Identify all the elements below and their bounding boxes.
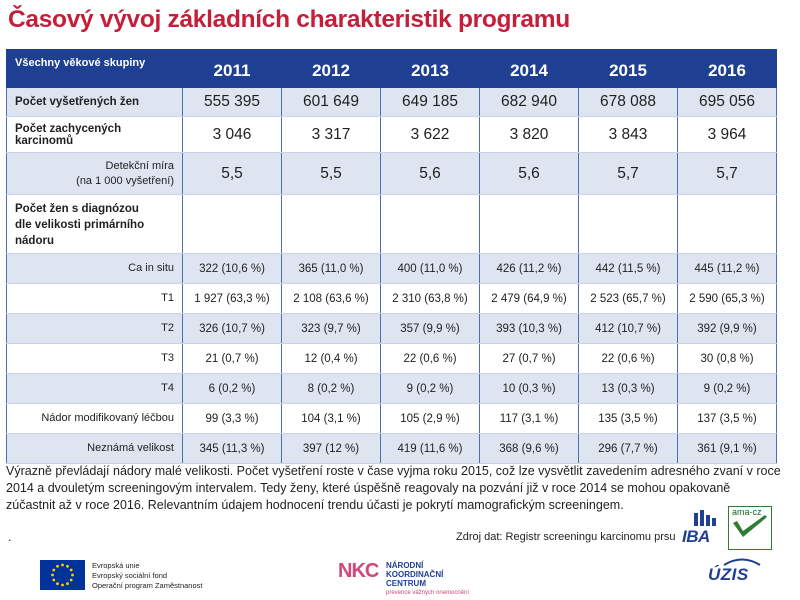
cell-value: 3 964: [678, 117, 777, 153]
cell-value: 27 (0,7 %): [480, 344, 579, 374]
cell-value: 678 088: [579, 88, 678, 117]
cell-value: 695 056: [678, 88, 777, 117]
commentary-text: Výrazně převládají nádory malé velikosti. Počet vyšetření roste v čase vyjma roku 2015, což lze vysvětlit zavedením adresného zvaní v roce 2014 a dvouletým screeningovým intervalem. Tedy ženy, které úspěšně reagovaly na pozvání již v roce 2014 se mohou opakovaně zúčastnit až v roce 2016. Relevantním údajem hodnocení trendu účasti je pokrytí mamografickým screeningem.: [6, 464, 781, 512]
year-header: 2014: [480, 50, 579, 88]
table-row-examined: [7, 88, 777, 117]
row-label: T2: [7, 314, 183, 344]
table-row-t1: [7, 284, 777, 314]
year-header: 2012: [282, 50, 381, 88]
cell-value: 5,5: [282, 153, 381, 195]
row-label: Počet zachycených karcinomů: [7, 117, 183, 153]
row-label: [7, 153, 183, 195]
cell-value: 365 (11,0 %): [282, 254, 381, 284]
cell-value: 601 649: [282, 88, 381, 117]
cell-value: 426 (11,2 %): [480, 254, 579, 284]
uzis-logo-text: ÚZIS: [708, 565, 749, 584]
nkc-line: KOORDINAČNÍ: [386, 570, 444, 579]
iba-logo-text: IBA: [682, 527, 710, 546]
cell-value: 3 622: [381, 117, 480, 153]
table-row-ca-in-situ: [7, 254, 777, 284]
cell-value: 5,5: [183, 153, 282, 195]
row-label: Neznámá velikost: [7, 434, 183, 464]
cell-value: 393 (10,3 %): [480, 314, 579, 344]
cell-value: 682 940: [480, 88, 579, 117]
cell-value: 345 (11,3 %): [183, 434, 282, 464]
cell-value: 5,7: [678, 153, 777, 195]
row-label: T4: [7, 374, 183, 404]
row-label: T1: [7, 284, 183, 314]
cell-value: 8 (0,2 %): [282, 374, 381, 404]
cell-value: 397 (12 %): [282, 434, 381, 464]
cell-value: 5,7: [579, 153, 678, 195]
empty-cell: [381, 195, 480, 254]
table-row-diagnosis-heading: [7, 195, 777, 254]
table-row-t3: [7, 344, 777, 374]
empty-cell: [480, 195, 579, 254]
data-source: Zdroj dat: Registr screeningu karcinomu prsu: [456, 531, 676, 543]
detection-label-line2: (na 1 000 vyšetření): [76, 174, 174, 187]
nkc-subtitle: prevence vážných onemocnění: [386, 590, 470, 596]
diagnosis-label: [7, 195, 183, 254]
stray-dot: .: [8, 530, 12, 544]
cell-value: 3 046: [183, 117, 282, 153]
cell-value: 10 (0,3 %): [480, 374, 579, 404]
empty-cell: [678, 195, 777, 254]
cell-value: 22 (0,6 %): [579, 344, 678, 374]
nkc-logo-mark: NKC: [338, 560, 379, 582]
ama-logo-text: ama-cz: [732, 507, 762, 517]
row-label: T3: [7, 344, 183, 374]
eu-flag-icon: [40, 560, 85, 590]
year-header: 2015: [579, 50, 678, 88]
cell-value: 368 (9,6 %): [480, 434, 579, 464]
cell-value: 322 (10,6 %): [183, 254, 282, 284]
cell-value: 419 (11,6 %): [381, 434, 480, 464]
cell-value: 5,6: [381, 153, 480, 195]
table-row-unknown-size: [7, 434, 777, 464]
year-header: 2016: [678, 50, 777, 88]
cell-value: 135 (3,5 %): [579, 404, 678, 434]
cell-value: 12 (0,4 %): [282, 344, 381, 374]
year-header: 2011: [183, 50, 282, 88]
cell-value: 400 (11,0 %): [381, 254, 480, 284]
diagnosis-label-line2: dle velikosti primárního: [15, 219, 145, 231]
empty-cell: [579, 195, 678, 254]
cell-value: 117 (3,1 %): [480, 404, 579, 434]
diagnosis-label-line1: Počet žen s diagnózou: [15, 203, 139, 215]
cell-value: 9 (0,2 %): [678, 374, 777, 404]
cell-value: 2 108 (63,6 %): [282, 284, 381, 314]
nkc-logo-text: [386, 561, 443, 588]
row-label: Nádor modifikovaný léčbou: [7, 404, 183, 434]
cell-value: 442 (11,5 %): [579, 254, 678, 284]
cell-value: 105 (2,9 %): [381, 404, 480, 434]
eu-line: Operační program Zaměstnanost: [92, 581, 203, 590]
cell-value: 99 (3,3 %): [183, 404, 282, 434]
cell-value: 104 (3,1 %): [282, 404, 381, 434]
row-label: Ca in situ: [7, 254, 183, 284]
page-title: Časový vývoj základních charakteristik programu: [8, 6, 570, 33]
table-row-t4: [7, 374, 777, 404]
cell-value: 30 (0,8 %): [678, 344, 777, 374]
eu-line: Evropská unie: [92, 561, 140, 570]
cell-value: 323 (9,7 %): [282, 314, 381, 344]
cell-value: 2 590 (65,3 %): [678, 284, 777, 314]
eu-funding-text: [92, 561, 202, 591]
statistics-table: [6, 49, 777, 464]
nkc-line: CENTRUM: [386, 579, 426, 588]
cell-value: 649 185: [381, 88, 480, 117]
cell-value: 412 (10,7 %): [579, 314, 678, 344]
cell-value: 137 (3,5 %): [678, 404, 777, 434]
cell-value: 21 (0,7 %): [183, 344, 282, 374]
cell-value: 392 (9,9 %): [678, 314, 777, 344]
cell-value: 3 317: [282, 117, 381, 153]
cell-value: 3 820: [480, 117, 579, 153]
cell-value: 555 395: [183, 88, 282, 117]
cell-value: 1 927 (63,3 %): [183, 284, 282, 314]
cell-value: 3 843: [579, 117, 678, 153]
cell-value: 22 (0,6 %): [381, 344, 480, 374]
cell-value: 361 (9,1 %): [678, 434, 777, 464]
cell-value: 13 (0,3 %): [579, 374, 678, 404]
header-label: Všechny věkové skupiny: [7, 50, 183, 88]
table-row-detection-rate: [7, 153, 777, 195]
table-row-carcinomas: [7, 117, 777, 153]
cell-value: 357 (9,9 %): [381, 314, 480, 344]
empty-cell: [183, 195, 282, 254]
cell-value: 2 523 (65,7 %): [579, 284, 678, 314]
table-row-modified-tumor: [7, 404, 777, 434]
empty-cell: [282, 195, 381, 254]
cell-value: 2 479 (64,9 %): [480, 284, 579, 314]
table-header-row: [7, 50, 777, 88]
table-row-t2: [7, 314, 777, 344]
detection-label-line1: Detekční míra: [105, 159, 174, 172]
cell-value: 326 (10,7 %): [183, 314, 282, 344]
nkc-line: NÁRODNÍ: [386, 561, 424, 570]
cell-value: 296 (7,7 %): [579, 434, 678, 464]
eu-line: Evropský sociální fond: [92, 571, 168, 580]
cell-value: 9 (0,2 %): [381, 374, 480, 404]
year-header: 2013: [381, 50, 480, 88]
cell-value: 5,6: [480, 153, 579, 195]
cell-value: 2 310 (63,8 %): [381, 284, 480, 314]
row-label: Počet vyšetřených žen: [7, 88, 183, 117]
diagnosis-label-line3: nádoru: [15, 235, 54, 247]
cell-value: 6 (0,2 %): [183, 374, 282, 404]
cell-value: 445 (11,2 %): [678, 254, 777, 284]
